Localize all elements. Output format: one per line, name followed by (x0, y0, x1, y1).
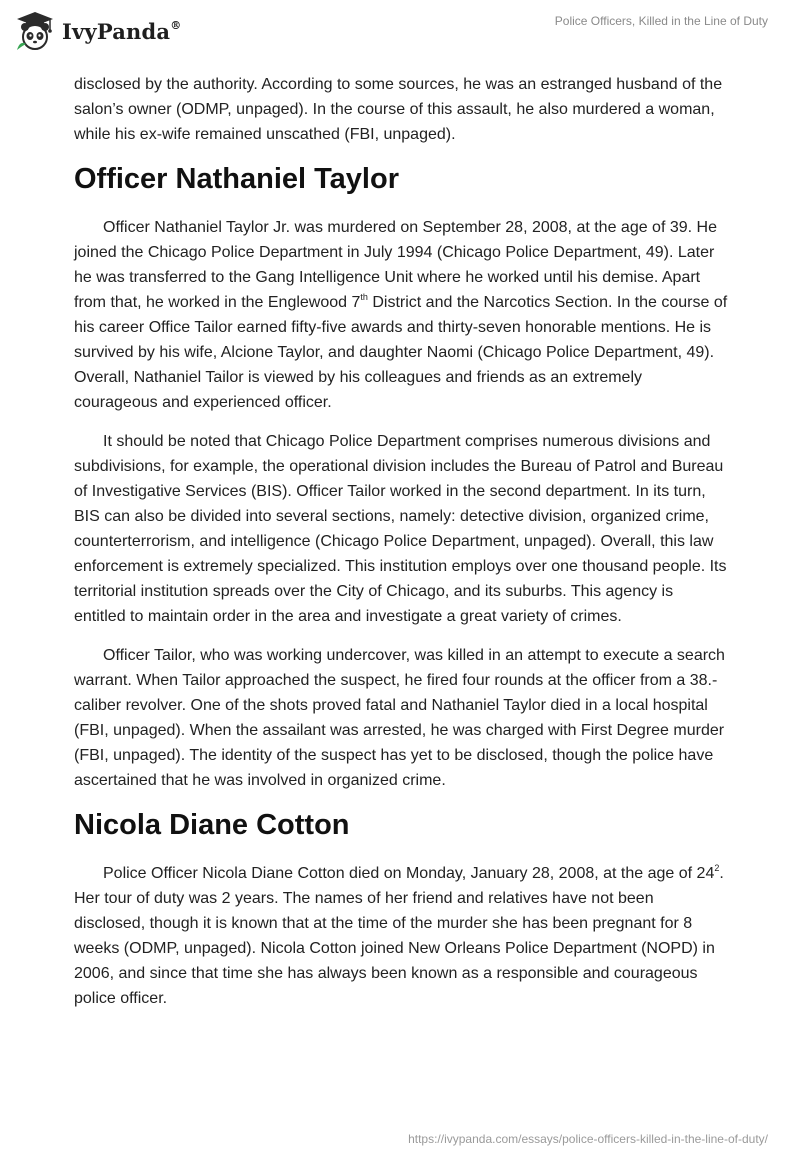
panda-graduate-icon (14, 10, 56, 52)
ivypanda-logo[interactable] (14, 10, 181, 52)
page-header (0, 0, 800, 62)
brand-name: IvyPanda® (62, 18, 182, 44)
paragraph-chicago-pd: It should be noted that Chicago Police Department comprises numerous divisions and subdivisions, for example, the operational division includes the Bureau of Patrol and Bureau of Investigative Services (BIS). Officer Tailor worked in the second department. In its turn, BIS can also be divided into several sections, namely: detective division, organized crime, counterterrorism, and intelligence (Chicago Police Department, unpaged). Overall, this law enforcement is extremely specialized. This institution employs over one thousand people. Its territorial institution spreads over the City of Chicago, and its suburbs. This agency is entitled to maintain order in the area and investigate a great variety of crimes. (74, 433, 727, 625)
section-heading-nicola-cotton: Nicola Diane Cotton (74, 809, 350, 841)
paragraph-taylor-death: Officer Tailor, who was working undercover, was killed in an attempt to execute a search warrant. When Tailor approached the suspect, he fired four rounds at the officer from a 38.-caliber revolver. One of the shots proved fatal and Nathaniel Taylor died in a local hospital (FBI, unpaged). When the assailant was arrested, he was charged with First Degree murder (FBI, unpaged). The identity of the suspect has yet to be disclosed, though the police have ascertained that he was involved in organized crime. (74, 647, 725, 789)
paragraph-taylor-bio: Officer Nathaniel Taylor Jr. was murdered on September 28, 2008, at the age of 39. He joined the Chicago Police Department in July 1994 (Chicago Police Department, 49). Later he was transferred to the Gang Intelligence Unit where he worked until his demise. Apart from that, he worked in the Englewood 7th District and the Narcotics Section. In the course of his career Office Tailor earned fifty-five awards and thirty-seven honorable mentions. He is survived by his wife, Alcione Taylor, and daughter Naomi (Chicago Police Department, 49). Overall, Nathaniel Tailor is viewed by his colleagues and friends as an extremely courageous and experienced officer. (74, 219, 728, 411)
document-title: Police Officers, Killed in the Line of Duty (554, 14, 768, 28)
essay-body (74, 72, 728, 1025)
section-heading-nathaniel-taylor: Officer Nathaniel Taylor (74, 163, 399, 195)
paragraph-continuation: disclosed by the authority. According to some sources, he was an estranged husband of the salon’s owner (ODMP, unpaged). In the course of this assault, he also murdered a woman, while his ex-wife remained unscathed (FBI, unpaged). (74, 76, 723, 143)
source-url[interactable]: https://ivypanda.com/essays/police-officers-killed-in-the-line-of-duty/ (408, 1132, 768, 1146)
paragraph-cotton-bio: Police Officer Nicola Diane Cotton died on Monday, January 28, 2008, at the age of $24^2$. Her tour of duty was 2 years. The names of her friend and relatives have not been disclosed, though it is known that at the time of the murder she has been pregnant for 8 weeks (ODMP, unpaged). Nicola Cotton joined New Orleans Police Department (NOPD) in 2006, and since that time she has always been known as a responsible and courageous police officer. (74, 862, 724, 1007)
